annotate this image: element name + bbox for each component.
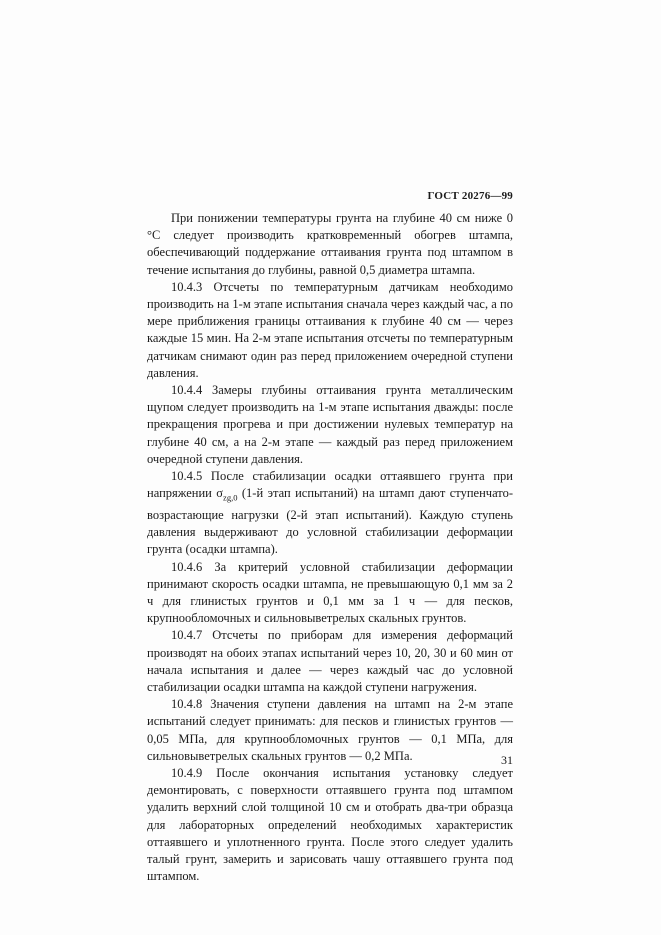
page-number: 31 <box>501 753 513 767</box>
paragraph-10-4-9: 10.4.9 После окончания испытания установку следует демонтировать, с поверхности оттаявшего грунта под штампом удалить верхний слой толщиной 10 см и отобрать два-три образца для лабораторных определений необходимых характеристик оттаявшего и уплотненного грунта. После этого следует удалить талый грунт, замерить и зарисовать чашу оттаявшего грунта под штампом. <box>147 766 513 884</box>
paragraph-10-4-6: 10.4.6 За критерий условной стабилизации деформации принимают скорость осадки штампа, не превышающую 0,1 мм за 2 ч для глинистых грунтов и 0,1 мм за 1 ч — для песков, крупнообломочных и сильновыветрелых скальных грунтов. <box>147 559 513 626</box>
body-text <box>147 210 513 885</box>
paragraph-10-4-5-end: (1-й этап испытаний) на штамп дают ступенчато-возрастающие нагрузки (2-й этап испытаний). Каждую ступень давления выдерживают до условной стабилизации деформации грунта (осадки штампа). <box>147 486 514 557</box>
paragraph-10-4-5-start: 10.4.5 После стабилизации осадки оттаявшего грунта при напряжении σ <box>147 469 513 501</box>
standard-header: ГОСТ 20276—99 <box>427 190 513 202</box>
paragraph-10-4-8: 10.4.8 Значения ступени давления на штамп на 2-м этапе испытаний следует принимать: для песков и глинистых грунтов — 0,05 МПа, для крупнообломочных грунтов — 0,1 МПа, для сильновыветрелых скальных грунтов — 0,2 МПа. <box>147 697 513 763</box>
paragraph-10-4-4: 10.4.4 Замеры глубины оттаивания грунта металлическим щупом следует производить на 1-м этапе испытания дважды: после прекращения прогрева и при достижении нулевых температур на глубине 40 см, а на 2-м этапе — каждый раз перед приложением очередной ступени давления. <box>147 383 513 466</box>
paragraph-intro: При понижении температуры грунта на глубине 40 см ниже 0 °С следует производить кратковременный обогрев штампа, обеспечивающий поддержание оттаивания грунта под штампом в течение испытания до глубины, равной 0,5 диаметра штампа. <box>147 211 513 277</box>
paragraph-10-4-7: 10.4.7 Отсчеты по приборам для измерения деформаций производят на обоих этапах испытаний через 10, 20, 30 и 60 мин от начала испытания и далее — через каждый час до условной стабилизации осадки штампа на каждой ступени нагружения. <box>147 628 513 694</box>
paragraph-10-4-5 <box>147 468 513 559</box>
paragraph-10-4-3: 10.4.3 Отсчеты по температурным датчикам необходимо производить на 1-м этапе испытания сначала через каждый час, а по мере приближения границы оттаивания к глубине 40 см — через каждые 15 мин. На 2-м этапе испытания отсчеты по температурным датчикам снимают один раз перед приложением очередной ступени давления. <box>147 279 513 380</box>
sigma-subscript: zg,0 <box>223 492 238 503</box>
